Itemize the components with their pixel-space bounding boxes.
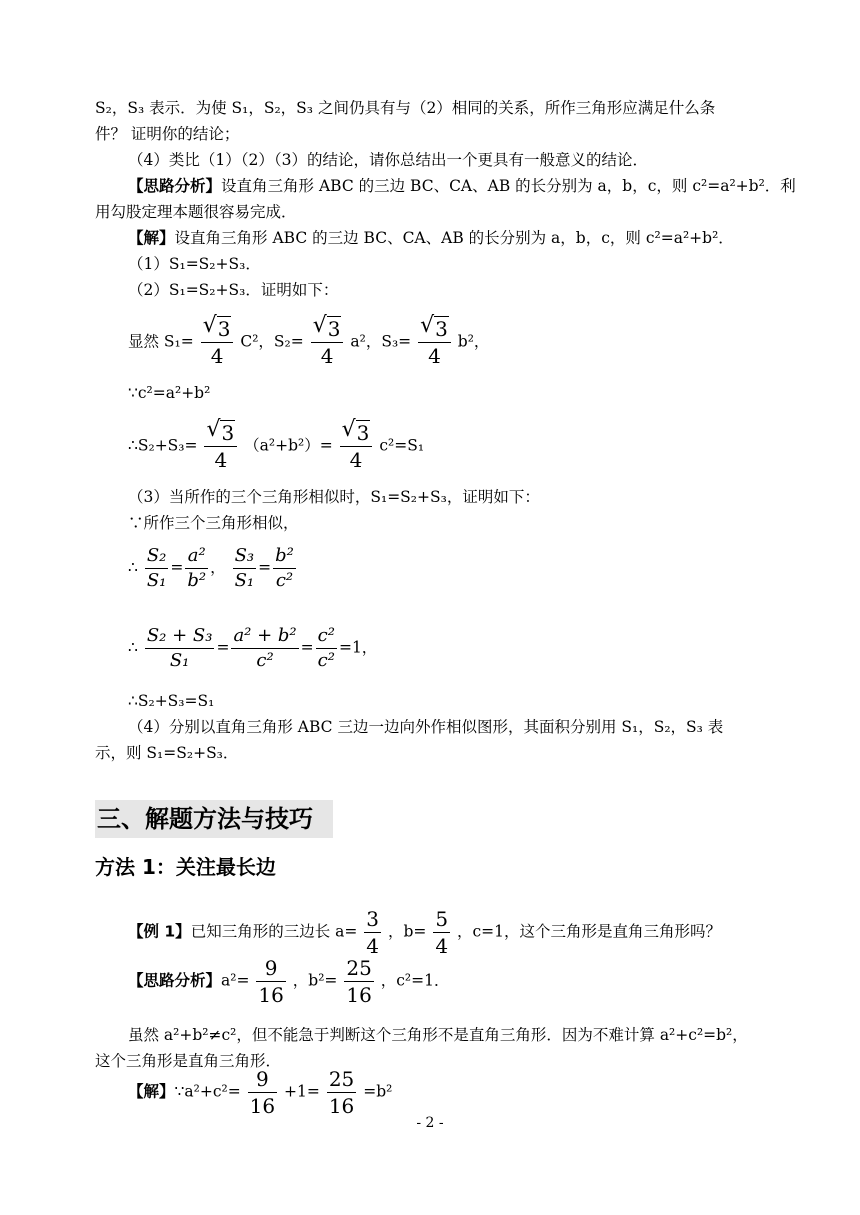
therefore-icon: ∴ — [128, 638, 138, 657]
sqrt-icon: √ — [420, 313, 435, 338]
denominator: 16 — [346, 983, 372, 1007]
fraction — [433, 906, 450, 959]
solution-text: +1= — [284, 1082, 320, 1101]
numerator: 25 — [346, 956, 372, 980]
text-line: 件？ 证明你的结论； — [95, 125, 240, 143]
denominator: 4 — [366, 934, 380, 958]
numerator: S₂ — [145, 544, 169, 569]
analysis-text: a²= — [221, 971, 250, 990]
text-line: ∴S₂+S₃=S₁ — [128, 692, 215, 710]
text-line: ∵所作三个三角形相似， — [128, 514, 299, 532]
numerator: b² — [273, 544, 296, 569]
text-line — [128, 175, 803, 197]
formula-line: ∴ $\frac{\text{S₂}}{\text{S₁}}$ = $\frac{\text{a²}}{\text{b²}}$ ， $\frac{\text{S₃}}{\text{S₁}}$ = $\frac{\text{b²}}{\text{c²}}$ — [128, 545, 294, 591]
method-heading: 方法 1：关注最长边 — [95, 855, 276, 879]
denominator: 4 — [214, 448, 228, 472]
formula-text: 显然 S₁= — [128, 332, 194, 351]
equals-one: =1， — [338, 638, 378, 657]
example-line — [128, 906, 803, 959]
example-label: 【例 1】 — [128, 922, 191, 941]
formula-text: a²，S₃= — [350, 332, 412, 351]
numerator: 9 — [248, 1066, 277, 1093]
solution-text: =b² — [363, 1082, 393, 1101]
text-line: 虽然 a²+b²≠c²，但不能急于判断这个三角形不是直角三角形．因为不难计算 a²+c²=b²， — [128, 1026, 748, 1044]
equals-sign: = — [300, 638, 314, 657]
denominator: S₁ — [146, 570, 167, 591]
fraction — [418, 313, 451, 369]
formula-text: （a²+b²）= — [244, 436, 333, 455]
formula-line — [128, 624, 803, 673]
fraction — [316, 624, 337, 673]
section-heading: 三、解题方法与技巧 — [97, 805, 313, 833]
formula-line — [128, 313, 803, 369]
analysis-line — [128, 955, 803, 1008]
fraction — [273, 544, 296, 593]
formula-line — [128, 417, 803, 473]
denominator: S₁ — [234, 570, 255, 591]
sqrt-icon: √ — [202, 313, 217, 338]
formula-text: ∴S₂+S₃= — [128, 436, 198, 455]
numerator: 5 — [435, 907, 449, 931]
denominator: c² — [317, 650, 335, 671]
denominator: 4 — [349, 448, 363, 472]
analysis-label: 【思路分析】 — [128, 971, 222, 990]
page-number: - 2 - — [416, 1115, 444, 1131]
text-line: （4）分别以直角三角形 ABC 三边一边向外作相似图形，其面积分别用 S₁，S₂，S₃ 表 — [128, 718, 724, 736]
separator: ， — [210, 558, 226, 577]
radicand: 3 — [221, 421, 235, 445]
radicand: 3 — [435, 317, 448, 341]
analysis-text: ，c²=1． — [380, 971, 450, 990]
text-line: S₂，S₃ 表示．为使 S₁，S₂，S₃ 之间仍具有与（2）相同的关系，所作三角形应满足什么条 — [95, 99, 716, 117]
numerator: S₃ — [233, 544, 257, 569]
text-line: 示，则 S₁=S₂+S₃． — [95, 744, 239, 762]
fraction — [256, 955, 285, 1008]
fraction — [364, 906, 381, 959]
fraction — [231, 624, 298, 673]
numerator: c² — [316, 624, 337, 649]
fraction — [145, 544, 169, 593]
denominator: c² — [275, 570, 294, 591]
analysis-text: ，b²= — [292, 971, 338, 990]
denominator: b² — [187, 570, 207, 591]
numerator: 3 — [366, 907, 380, 931]
fraction — [327, 1066, 356, 1119]
fraction — [204, 417, 237, 473]
fraction — [233, 544, 257, 593]
text-line: （3）当所作的三个三角形相似时，S₁=S₂+S₃，证明如下： — [128, 488, 540, 506]
formula-text: C²，S₂= — [240, 332, 304, 351]
denominator: 16 — [328, 1094, 355, 1118]
fraction — [311, 313, 344, 369]
fraction — [344, 955, 373, 1008]
text-line: （4）类比（1）（2）（3）的结论，请你总结出一个更具有一般意义的结论． — [128, 151, 648, 169]
solution-text: ∵a²+c²= — [174, 1082, 241, 1101]
sqrt-icon: √ — [312, 313, 327, 338]
solution-label: 【解】 — [128, 1082, 175, 1101]
solution-text: 设直角三角形 ABC 的三边 BC、CA、AB 的长分别为 a，b，c，则 c²=a²+b²． — [174, 229, 734, 247]
text-line — [128, 227, 803, 249]
equals-sign: = — [216, 638, 230, 657]
fraction — [201, 313, 234, 369]
fraction — [185, 544, 208, 593]
solution-label: 【解】 — [128, 229, 175, 247]
radicand: 3 — [217, 317, 231, 341]
formula-text: b²， — [457, 332, 490, 351]
denominator: 16 — [249, 1094, 276, 1118]
formula-text: c²=S₁ — [379, 436, 425, 455]
analysis-text: 设直角三角形 ABC 的三边 BC、CA、AB 的长分别为 a，b，c，则 c²=a²+b²．利 — [221, 177, 796, 195]
numerator: a² + b² — [231, 624, 298, 649]
denominator: c² — [256, 650, 274, 671]
sqrt-icon: √ — [206, 417, 221, 442]
therefore-icon: ∴ — [128, 558, 138, 577]
analysis-label: 【思路分析】 — [128, 177, 222, 195]
denominator: 4 — [435, 934, 449, 958]
numerator: 9 — [256, 955, 285, 982]
text-line: 用勾股定理本题很容易完成． — [95, 203, 297, 221]
denominator: S₁ — [169, 650, 190, 671]
fraction — [145, 624, 215, 673]
radicand: 3 — [356, 421, 370, 445]
denominator: 4 — [428, 344, 441, 368]
radicand: 3 — [327, 317, 341, 341]
fraction — [248, 1066, 277, 1119]
text-line: （2）S₁=S₂+S₃．证明如下： — [128, 281, 339, 299]
denominator: 4 — [210, 344, 224, 368]
example-text: 已知三角形的三边长 a= — [190, 922, 358, 941]
text-line: 这个三角形是直角三角形． — [95, 1052, 282, 1070]
numerator: 25 — [328, 1067, 355, 1091]
text-line: （1）S₁=S₂+S₃． — [128, 255, 261, 273]
numerator: S₂ + S₃ — [145, 624, 215, 649]
sqrt-icon: √ — [341, 417, 356, 442]
example-text: ，b= — [387, 922, 427, 941]
denominator: 16 — [258, 983, 284, 1007]
solution-line — [128, 1066, 803, 1119]
text-line: ∵c²=a²+b² — [128, 384, 211, 402]
example-text: ，c=1，这个三角形是直角三角形吗？ — [456, 922, 722, 941]
denominator: 4 — [320, 344, 334, 368]
fraction — [340, 417, 373, 473]
numerator: a² — [185, 544, 208, 569]
